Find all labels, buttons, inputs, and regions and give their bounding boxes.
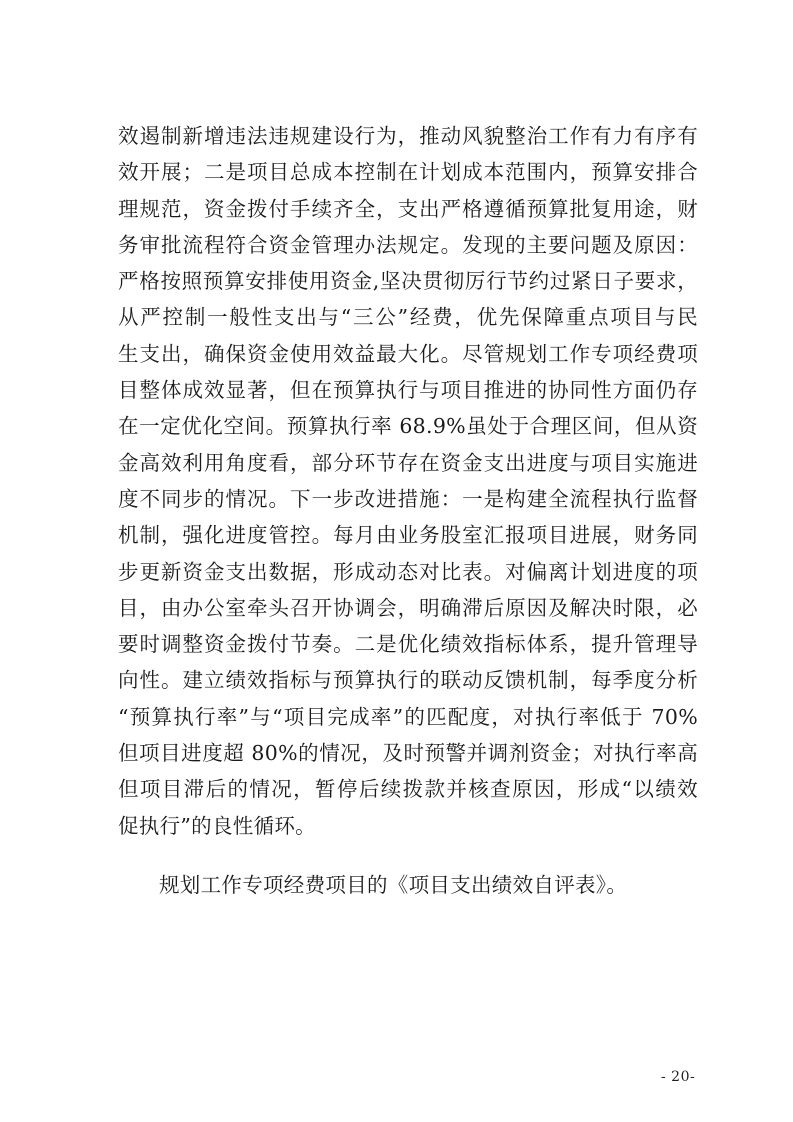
body-line: 从严控制一般性支出与“三公”经费，优先保障重点项目与民 bbox=[118, 305, 698, 330]
body-line: 但项目滞后的情况，暂停后续拨款并核查原因，形成“以绩效 bbox=[118, 777, 698, 802]
body-line: 在一定优化空间。预算执行率 68.9%虽处于合理区间，但从资 bbox=[118, 414, 698, 439]
body-paragraph bbox=[118, 118, 698, 844]
body-line: 目，由办公室牵头召开协调会，明确滞后原因及解决时限，必 bbox=[118, 595, 698, 620]
page-number: - 20- bbox=[661, 1069, 696, 1085]
body-line: “预算执行率”与“项目完成率”的匹配度，对执行率低于 70% bbox=[118, 704, 698, 729]
body-line: 理规范，资金拨付手续齐全，支出严格遵循预算批复用途，财 bbox=[118, 196, 698, 221]
body-line: 生支出，确保资金使用效益最大化。尽管规划工作专项经费项 bbox=[118, 341, 698, 366]
body-line: 度不同步的情况。下一步改进措施：一是构建全流程执行监督 bbox=[118, 486, 698, 511]
body-line: 但项目进度超 80%的情况，及时预警并调剂资金；对执行率高 bbox=[118, 741, 698, 766]
body-line: 机制，强化进度管控。每月由业务股室汇报项目进展，财务同 bbox=[118, 523, 698, 548]
body-line: 务审批流程符合资金管理办法规定。发现的主要问题及原因： bbox=[118, 232, 698, 257]
body-line: 促执行”的良性循环。 bbox=[118, 813, 316, 838]
body-line: 金高效利用角度看，部分环节存在资金支出进度与项目实施进 bbox=[118, 450, 698, 475]
body-line: 严格按照预算安排使用资金,坚决贯彻厉行节约过紧日子要求， bbox=[118, 269, 698, 294]
closing-paragraph: 规划工作专项经费项目的《项目支出绩效自评表》。 bbox=[159, 873, 628, 897]
body-line: 效开展；二是项目总成本控制在计划成本范围内，预算安排合 bbox=[118, 160, 698, 185]
body-line: 效遏制新增违法违规建设行为，推动风貌整治工作有力有序有 bbox=[118, 124, 698, 148]
body-line: 步更新资金支出数据，形成动态对比表。对偏离计划进度的项 bbox=[118, 559, 698, 584]
body-line: 目整体成效显著，但在预算执行与项目推进的协同性方面仍存 bbox=[118, 378, 698, 403]
body-line: 向性。建立绩效指标与预算执行的联动反馈机制，每季度分析 bbox=[118, 668, 698, 693]
body-line: 要时调整资金拨付节奏。二是优化绩效指标体系，提升管理导 bbox=[118, 632, 698, 657]
